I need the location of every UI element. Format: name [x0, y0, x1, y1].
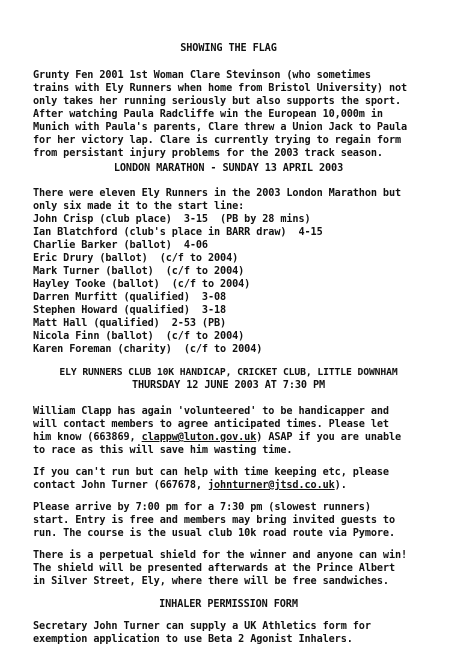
runner-entry: Darren Murfitt (qualified) 3-08 — [33, 292, 227, 303]
text-fragment: him know (663869, — [33, 432, 142, 443]
paragraph-line: for her victory lap. Clare is currently trying to regain form — [33, 135, 402, 146]
paragraph-line: exemption application to use Beta 2 Agonist Inhalers. — [33, 634, 353, 645]
section-heading-inhaler: INHALER PERMISSION FORM — [159, 599, 298, 610]
paragraph-line: trains with Ely Runners when home from Bristol University) not — [33, 83, 408, 94]
paragraph-line: to race as this will save him wasting time. — [33, 445, 293, 456]
paragraph-line: Please arrive by 7:00 pm for a 7:30 pm (slowest runners) — [33, 502, 371, 513]
paragraph-line — [33, 479, 347, 492]
runner-entry: Nicola Finn (ballot) (c/f to 2004) — [33, 331, 245, 342]
paragraph-line: Munich with Paula's parents, Clare threw a Union Jack to Paula — [33, 122, 408, 133]
paragraph-line: in Silver Street, Ely, where there will be free sandwiches. — [33, 576, 389, 587]
text-fragment: ) ASAP if you are unable — [256, 432, 402, 443]
text-fragment: ). — [334, 480, 347, 491]
paragraph-line: If you can't run but can help with time keeping etc, please — [33, 467, 389, 478]
runner-entry: Karen Foreman (charity) (c/f to 2004) — [33, 344, 263, 355]
runner-entry: Charlie Barker (ballot) 4-06 — [33, 240, 208, 251]
runner-entry: Matt Hall (qualified) 2-53 (PB) — [33, 318, 227, 329]
section-heading-handicap: ELY RUNNERS CLUB 10K HANDICAP, CRICKET CLUB, LITTLE DOWNHAM — [59, 367, 398, 378]
runner-entry: Mark Turner (ballot) (c/f to 2004) — [33, 266, 245, 277]
text-fragment: contact John Turner (667678, — [33, 480, 208, 491]
section-heading-showing-the-flag: SHOWING THE FLAG — [180, 43, 277, 54]
section-heading-london-marathon: LONDON MARATHON - SUNDAY 13 APRIL 2003 — [113, 163, 344, 174]
runner-entry: Eric Drury (ballot) (c/f to 2004) — [33, 253, 239, 264]
runner-entry: Stephen Howard (qualified) 3-18 — [33, 305, 227, 316]
paragraph-line: Grunty Fen 2001 1st Woman Clare Stevinson (who sometimes — [33, 70, 371, 81]
paragraph-line: After watching Paula Radcliffe win the European 10,000m in — [33, 109, 383, 120]
section-subheading-handicap-date: THURSDAY 12 JUNE 2003 AT 7:30 PM — [131, 380, 326, 391]
paragraph-line: from persistant injury problems for the 2003 track season. — [33, 148, 383, 159]
paragraph-line: William Clapp has again 'volunteered' to be handicapper and — [33, 406, 389, 417]
paragraph-line: There were eleven Ely Runners in the 2003 London Marathon but — [33, 188, 402, 199]
runner-entry: Ian Blatchford (club's place in BARR draw) 4-15 — [33, 227, 323, 238]
paragraph-line — [33, 431, 401, 444]
paragraph-line: only six made it to the start line: — [33, 201, 245, 212]
runner-entry: Hayley Tooke (ballot) (c/f to 2004) — [33, 279, 251, 290]
paragraph-line: only takes her running seriously but also supports the sport. — [33, 96, 402, 107]
paragraph-line: run. The course is the usual club 10k road route via Pymore. — [33, 528, 396, 539]
paragraph-line: start. Entry is free and members may bring invited guests to — [33, 515, 396, 526]
runner-entry: John Crisp (club place) 3-15 (PB by 28 mins) — [33, 214, 311, 225]
paragraph-line: Secretary John Turner can supply a UK Athletics form for — [33, 621, 371, 632]
paragraph-line: The shield will be presented afterwards at the Prince Albert — [33, 563, 396, 574]
email-link-clapp[interactable]: clappw@luton.gov.uk — [141, 432, 257, 443]
paragraph-line: will contact members to agree anticipated times. Please let — [33, 419, 389, 430]
paragraph-line: There is a perpetual shield for the winner and anyone can win! — [33, 550, 408, 561]
email-link-turner[interactable]: johnturner@jtsd.co.uk — [207, 480, 335, 491]
